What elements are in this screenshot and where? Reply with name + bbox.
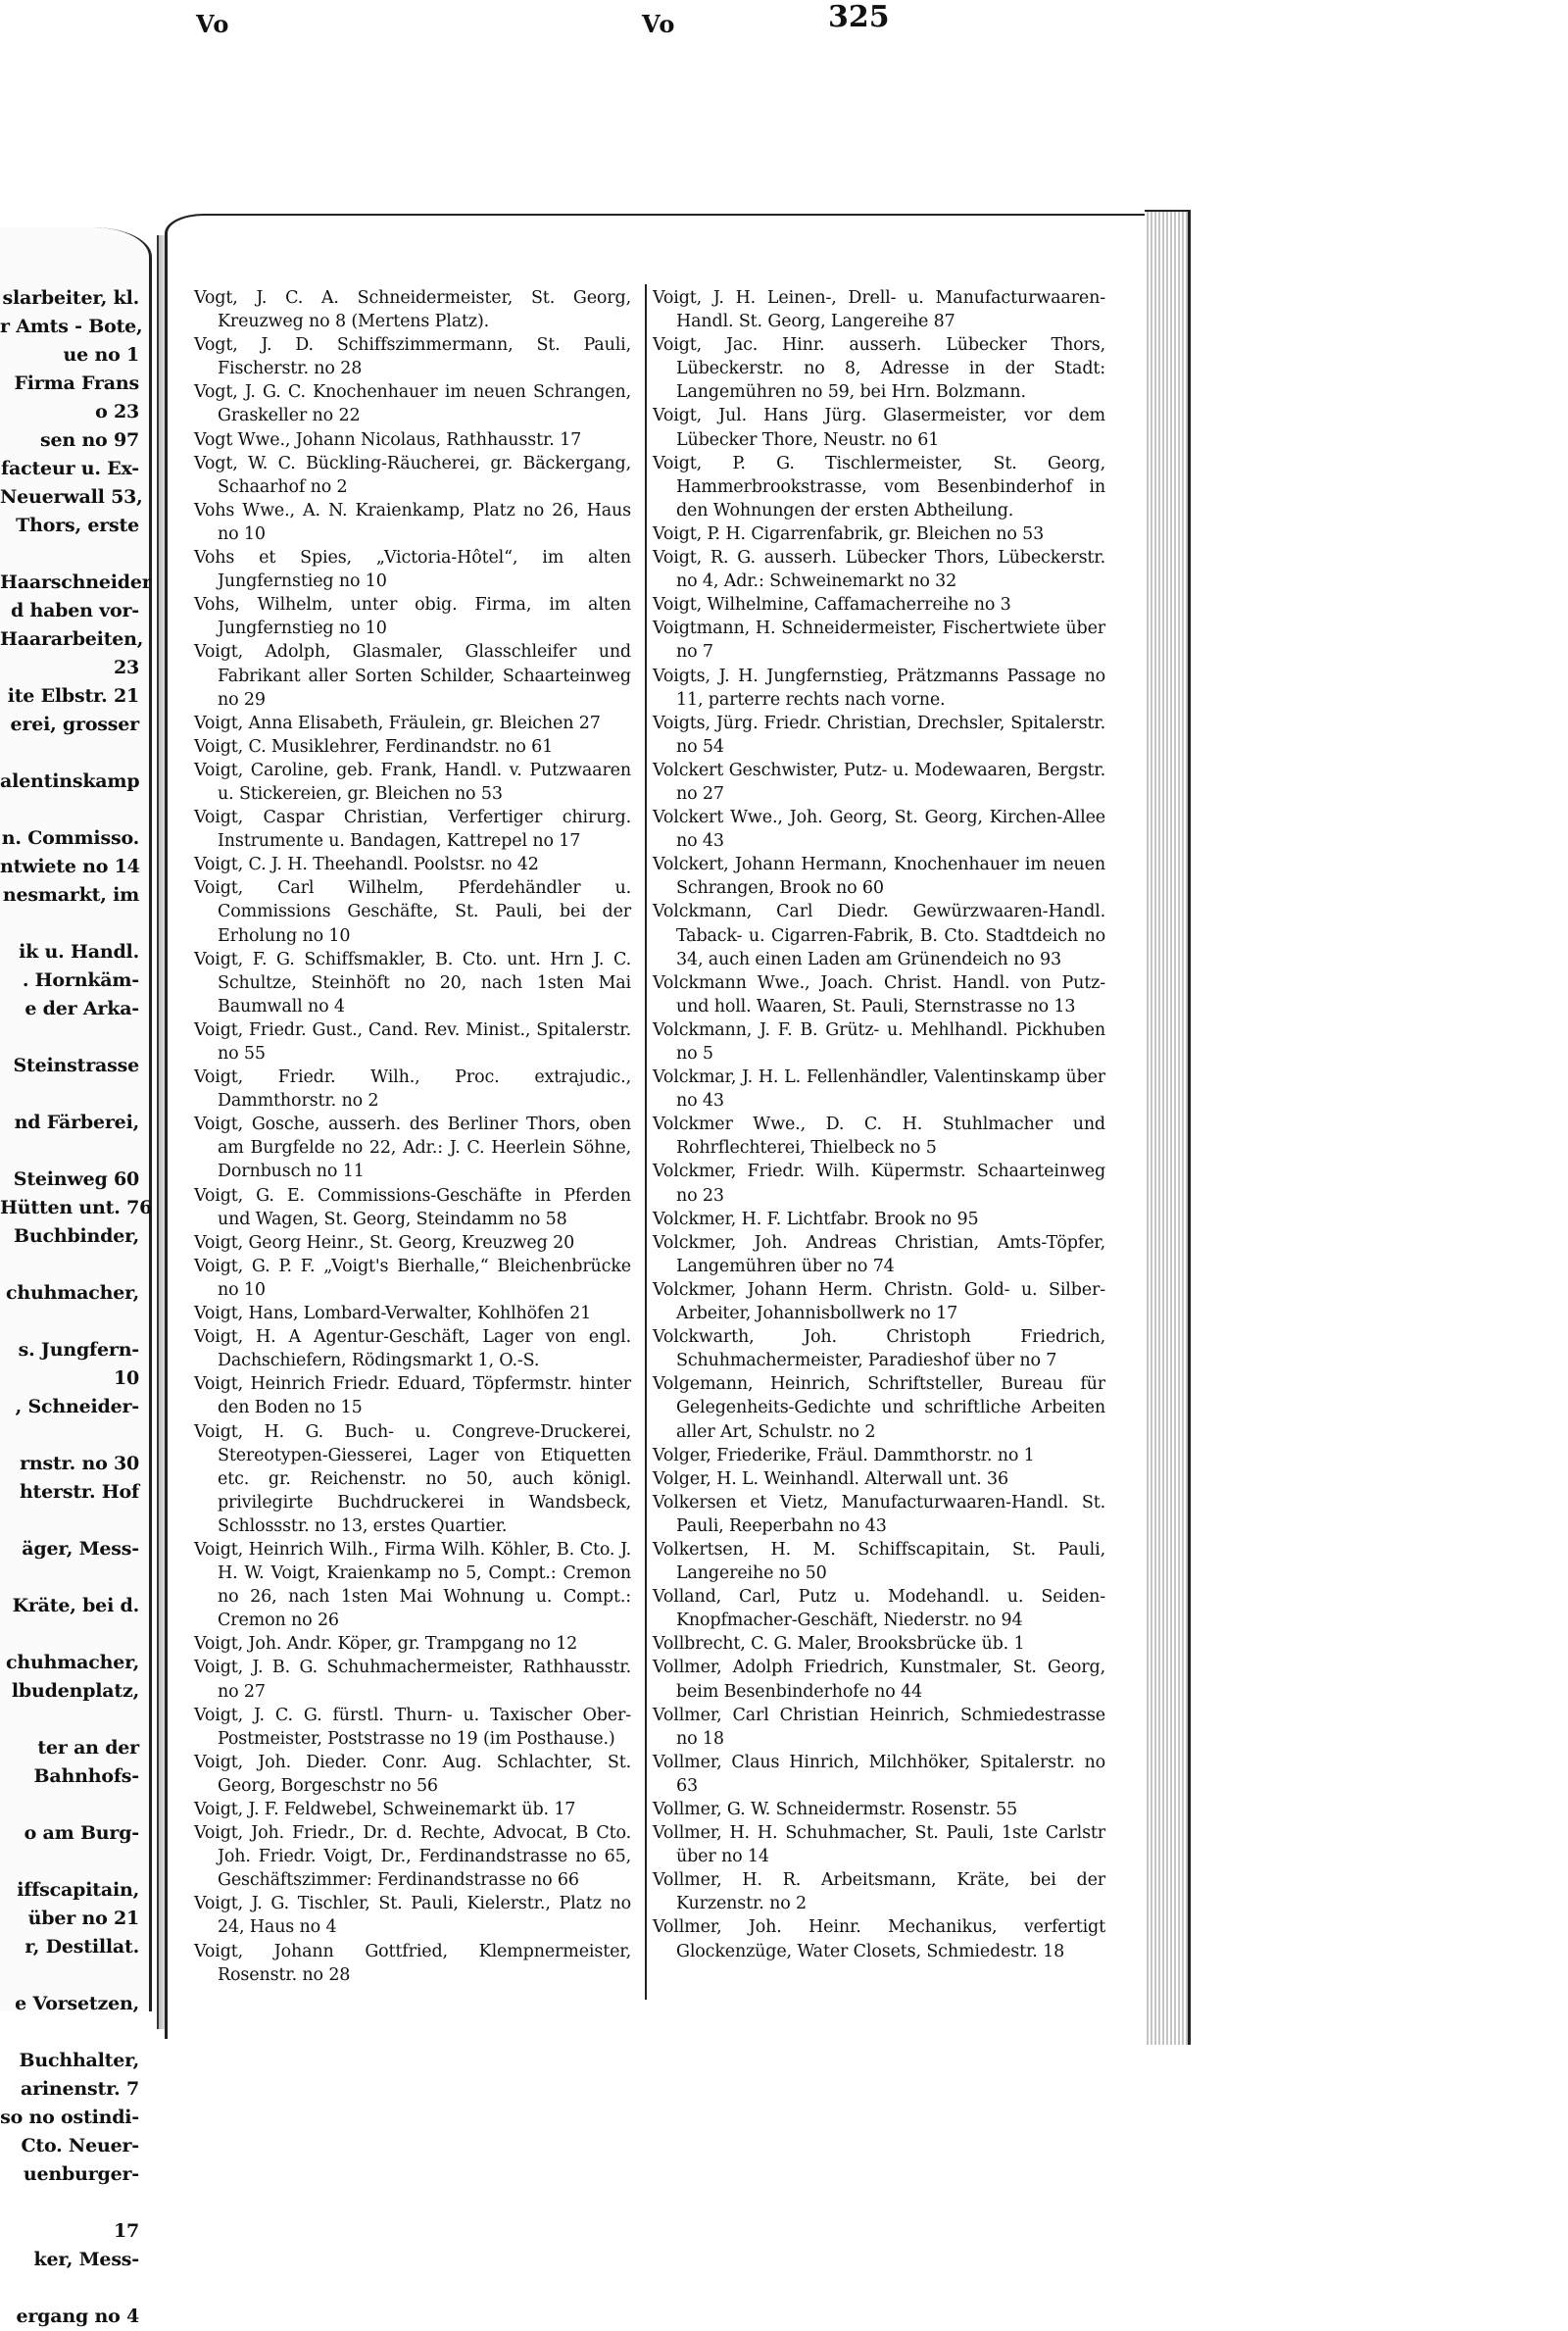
left-page-fragment-line <box>0 910 145 938</box>
directory-entry <box>653 333 1105 404</box>
left-page-fragment-line <box>0 1507 145 1535</box>
directory-entry-text: Vogt, J. D. Schiffszimmermann, St. Pauli, Fischerstr. no 28 <box>194 335 631 379</box>
directory-column-left <box>194 286 631 2002</box>
directory-entry <box>653 853 1105 900</box>
directory-entry-text: Voigt, Joh. Andr. Köper, gr. Trampgang no 12 <box>194 1634 578 1655</box>
directory-entry <box>194 806 631 853</box>
directory-entry-text: Volgemann, Heinrich, Schriftsteller, Bureau für Gelegenheits-Gedichte und schriftliche Arbeiten aller Art, Schulstr. no 2 <box>653 1374 1105 1442</box>
directory-entry <box>653 546 1105 593</box>
directory-entry <box>653 404 1105 451</box>
directory-entry-text: Voigt, Georg Heinr., St. Georg, Kreuzweg 20 <box>194 1232 575 1253</box>
left-page-fragment-line: so no ostindi- <box>0 2107 139 2128</box>
directory-entry <box>653 1704 1105 1751</box>
directory-entry-text: Voigt, J. C. G. fürstl. Thurn- u. Taxischer Ober-Postmeister, Poststrasse no 19 (im Posthause.) <box>194 1705 631 1749</box>
directory-entry-text: Voigts, J. H. Jungfernstieg, Prätzmanns Passage no 11, parterre rechts nach vorne. <box>653 666 1105 710</box>
left-page-fragment-line: , Schneider- <box>15 1396 139 1417</box>
directory-entry-text: Volckmer Wwe., D. C. H. Stuhlmacher und Rohrflechterei, Thielbeck no 5 <box>653 1115 1105 1159</box>
directory-entry <box>194 428 631 452</box>
directory-entry-text: Volckert Geschwister, Putz- u. Modewaaren, Bergstr. no 27 <box>653 760 1105 804</box>
page-number: 325 <box>828 0 890 34</box>
directory-entry <box>194 640 631 711</box>
directory-entry-text: Vohs Wwe., A. N. Kraienkamp, Platz no 26, Haus no 10 <box>194 500 631 544</box>
left-page-fragment-line: Firma Frans <box>14 372 139 394</box>
directory-entry <box>194 333 631 380</box>
directory-entry <box>653 665 1105 712</box>
directory-entry-text: Volland, Carl, Putz u. Modehandl. u. Seiden-Knopfmacher-Geschäft, Niederstr. no 94 <box>653 1587 1105 1631</box>
directory-entry <box>653 1325 1105 1372</box>
left-page-fragment-line <box>0 1961 145 1990</box>
directory-entry <box>194 1184 631 1231</box>
left-page-fragment-line: uenburger- <box>23 2163 139 2185</box>
left-page-fragment-line: Cto. Neuer- <box>21 2135 139 2157</box>
directory-entry-text: Volckmer, Friedr. Wilh. Küpermstr. Schaarteinweg no 23 <box>653 1162 1105 1206</box>
directory-entry-text: Voigt, Joh. Friedr., Dr. d. Rechte, Advocat, B Cto. Joh. Friedr. Voigt, Dr., Ferdinandstrasse no 65, Geschäftszimmer: Ferdinandstrasse no 66 <box>194 1823 631 1891</box>
left-page-fragment-line: ue no 1 <box>63 344 139 366</box>
directory-entry <box>653 1751 1105 1798</box>
directory-entry <box>194 1066 631 1113</box>
directory-entry <box>194 1113 631 1183</box>
directory-entry <box>653 1372 1105 1443</box>
directory-column-right <box>653 286 1105 2002</box>
directory-entry-text: Vollmer, Carl Christian Heinrich, Schmiedestrasse no 18 <box>653 1705 1105 1749</box>
left-page-fragment-line: ker, Mess- <box>33 2249 139 2270</box>
directory-entry <box>653 900 1105 970</box>
directory-entry-text: Volckmer, Joh. Andreas Christian, Amts-Töpfer, Langemühren über no 74 <box>653 1232 1105 1276</box>
left-page-fragment-line <box>0 1791 145 1819</box>
left-page-fragment-line: Thors, erste <box>16 515 139 536</box>
left-page-fragment-line: lbudenplatz, <box>11 1680 139 1702</box>
left-page-fragment-line: Buchbinder, <box>14 1225 139 1247</box>
left-page-fragment-line: über no 21 <box>27 1908 139 1929</box>
directory-entry-text: Voigt, Caroline, geb. Frank, Handl. v. Putzwaaren u. Stickereien, gr. Bleichen no 53 <box>194 760 631 804</box>
directory-entry <box>194 1632 631 1656</box>
directory-entry <box>194 1538 631 1632</box>
left-page-fragment-line: Neuerwall 53, <box>0 486 143 508</box>
directory-entry <box>653 1208 1105 1231</box>
directory-entry-text: Voigt, J. G. Tischler, St. Pauli, Kielerstr., Platz no 24, Haus no 4 <box>194 1894 631 1938</box>
directory-entry-text: Voigt, J. H. Leinen-, Drell- u. Manufacturwaaren-Handl. St. Georg, Langereihe 87 <box>653 288 1105 332</box>
directory-entry-text: Volger, Friederike, Fräul. Dammthorstr. no 1 <box>653 1445 1035 1465</box>
directory-entry-text: Vollmer, Claus Hinrich, Milchhöker, Spitalerstr. no 63 <box>653 1752 1105 1796</box>
left-page-fragment-line: chuhmacher, <box>6 1282 139 1304</box>
directory-entry-text: Vogt, W. C. Bückling-Räucherei, gr. Bäckergang, Schaarhof no 2 <box>194 453 631 497</box>
left-page-fragment-line <box>0 1308 145 1336</box>
directory-entry <box>653 1444 1105 1467</box>
directory-entry <box>653 1538 1105 1585</box>
left-page-fragment-line: alentinskamp <box>0 770 140 792</box>
directory-entry-text: Vogt, J. C. A. Schneidermeister, St. Georg, Kreuzweg no 8 (Mertens Platz). <box>194 288 631 332</box>
left-page-fragment-line: o am Burg- <box>24 1822 139 1844</box>
directory-entry <box>194 1751 631 1798</box>
directory-entry <box>653 1656 1105 1703</box>
directory-entry-text: Voigt, G. E. Commissions-Geschäfte in Pferden und Wagen, St. Georg, Steindamm no 58 <box>194 1185 631 1229</box>
left-page-fragment-line <box>0 2018 145 2047</box>
directory-entry <box>194 286 631 333</box>
directory-entry <box>194 1798 631 1821</box>
directory-entry <box>653 1066 1105 1113</box>
directory-entry-text: Voigt, Joh. Dieder. Conr. Aug. Schlachter, St. Georg, Borgeschstr no 56 <box>194 1752 631 1796</box>
directory-entry-text: Voigt, C. J. H. Theehandl. Poolstsr. no 42 <box>194 855 539 875</box>
directory-entry <box>653 1632 1105 1656</box>
left-page-fragment-line: r, Destillat. <box>24 1936 139 1958</box>
left-page-fragment-line: äger, Mess- <box>22 1538 139 1560</box>
left-page-fragment-line: erei, grosser <box>10 714 139 735</box>
left-page-fragment-line <box>0 540 145 569</box>
directory-entry-text: Volckmer, H. F. Lichtfabr. Brook no 95 <box>653 1209 979 1229</box>
directory-entry-text: Voigtmann, H. Schneidermeister, Fischertwiete über no 7 <box>653 619 1105 663</box>
left-page-fragment-line: . Hornkäm- <box>22 969 139 991</box>
left-page-fragment-line: nesmarkt, im <box>2 884 139 906</box>
left-page-fragment-line <box>0 1023 145 1052</box>
directory-entry-text: Volkertsen, H. M. Schiffscapitain, St. Pauli, Langereihe no 50 <box>653 1539 1105 1584</box>
directory-entry <box>653 1868 1105 1915</box>
directory-entry-text: Volckmer, Johann Herm. Christn. Gold- u. Silber-Arbeiter, Johannisbollwerk no 17 <box>653 1279 1105 1324</box>
directory-entry-text: Voigt, Friedr. Gust., Cand. Rev. Minist., Spitalerstr. no 55 <box>194 1019 631 1064</box>
left-page-fragment-line: slarbeiter, kl. <box>2 287 139 309</box>
directory-entry-text: Vollmer, Adolph Friedrich, Kunstmaler, St. Georg, beim Besenbinderhofe no 44 <box>653 1658 1105 1702</box>
directory-entry-text: Volkersen et Vietz, Manufacturwaaren-Handl. St. Pauli, Reeperbahn no 43 <box>653 1492 1105 1536</box>
directory-entry <box>653 617 1105 664</box>
directory-entry <box>653 1018 1105 1066</box>
directory-entry <box>194 1231 631 1255</box>
directory-entry-text: Vogt, J. G. C. Knochenhauer im neuen Schrangen, Graskeller no 22 <box>194 382 631 426</box>
directory-entry <box>194 593 631 640</box>
directory-entry <box>194 1940 631 1987</box>
directory-entry-text: Voigt, J. B. G. Schuhmachermeister, Rathhausstr. no 27 <box>194 1658 631 1702</box>
directory-entry-text: Volckert Wwe., Joh. Georg, St. Georg, Kirchen-Allee no 43 <box>653 808 1105 852</box>
directory-entry-text: Vollmer, H. H. Schuhmacher, St. Pauli, 1ste Carlstr über no 14 <box>653 1823 1105 1867</box>
left-page-fragment-line: r Amts - Bote, <box>0 316 143 337</box>
directory-entry-text: Volckmann, J. F. B. Grütz- u. Mehlhandl. Pickhuben no 5 <box>653 1019 1105 1064</box>
left-page-fragment-line: Steinweg 60 <box>13 1168 139 1190</box>
directory-entry-text: Voigt, G. P. F. „Voigt's Bierhalle,“ Bleichenbrücke no 10 <box>194 1256 631 1300</box>
left-page-fragment-line <box>0 1848 145 1876</box>
left-page-fragment-line: 17 <box>113 2220 139 2242</box>
column-divider <box>645 284 647 2000</box>
directory-entry <box>653 452 1105 522</box>
directory-entry <box>653 806 1105 853</box>
directory-entry-text: Voigt, F. G. Schiffsmakler, B. Cto. unt. Hrn J. C. Schultze, Steinhöft no 20, nach 1sten Mai Baumwall no 4 <box>194 949 631 1017</box>
directory-entry <box>653 1585 1105 1632</box>
left-page-fragment-line: 10 <box>113 1367 139 1389</box>
directory-entry-text: Voigt, Gosche, ausserh. des Berliner Thors, oben am Burgfelde no 22, Adr.: J. C. Heerlein Söhne, Dornbusch no 11 <box>194 1115 631 1182</box>
running-head-right: Vo <box>642 10 676 38</box>
left-page-fragment-line: facteur u. Ex- <box>1 458 139 479</box>
left-page-fragment-line <box>0 1563 145 1592</box>
directory-entry-text: Volckmann Wwe., Joach. Christ. Handl. von Putz- und holl. Waaren, St. Pauli, Sternstrasse no 13 <box>653 972 1105 1017</box>
directory-entry <box>194 380 631 427</box>
directory-entry-text: Voigt, Adolph, Glasmaler, Glasschleifer und Fabrikant aller Sorten Schilder, Schaarteinweg no 29 <box>194 642 631 710</box>
directory-entry-text: Vohs, Wilhelm, unter obig. Firma, im alten Jungfernstieg no 10 <box>194 595 631 639</box>
directory-entry <box>653 593 1105 617</box>
directory-entry <box>653 712 1105 759</box>
left-page-fragment-line: ntwiete no 14 <box>0 856 140 877</box>
left-page-fragment-line: d haben vor- <box>10 600 139 621</box>
directory-entry <box>653 1231 1105 1278</box>
left-page-fragment-line: chuhmacher, <box>6 1652 139 1673</box>
left-page-fragment-line <box>0 1421 145 1450</box>
directory-entry-text: Volckmann, Carl Diedr. Gewürzwaaren-Handl. Taback- u. Cigarren-Fabrik, B. Cto. Stadtdeich no 34, auch einen Laden am Grünendeich no 93 <box>653 902 1105 969</box>
left-page-fragment-line <box>0 1251 145 1279</box>
left-page-fragment-line: e der Arka- <box>24 998 139 1019</box>
directory-entry-text: Voigt, P. H. Cigarrenfabrik, gr. Bleichen no 53 <box>653 523 1045 544</box>
directory-entry <box>653 1821 1105 1868</box>
directory-entry <box>194 876 631 947</box>
directory-entry-text: Voigt, Caspar Christian, Verfertiger chirurg. Instrumente u. Bandagen, Kattrepel no 17 <box>194 808 631 852</box>
left-page-fragment <box>0 227 153 2327</box>
directory-entry-text: Voigt, Hans, Lombard-Verwalter, Kohlhöfen 21 <box>194 1304 592 1324</box>
directory-entry-text: Volger, H. L. Weinhandl. Alterwall unt. 36 <box>653 1468 1008 1489</box>
directory-entry <box>194 759 631 806</box>
directory-entry <box>194 1325 631 1372</box>
left-page-fragment-line: ergang no 4 <box>16 2306 139 2327</box>
directory-entry <box>194 1656 631 1703</box>
left-page-fragment-line: Buchhalter, <box>19 2050 139 2071</box>
left-page-fragment-line: arinenstr. 7 <box>20 2078 139 2100</box>
directory-entry <box>653 759 1105 806</box>
directory-entry-text: Volckwarth, Joh. Christoph Friedrich, Schuhmachermeister, Paradieshof über no 7 <box>653 1327 1105 1371</box>
directory-entry <box>194 1018 631 1066</box>
left-page-fragment-line <box>0 796 145 824</box>
left-page-fragment-line <box>0 2189 145 2217</box>
left-page-fragment-line: s. Jungfern- <box>18 1339 139 1361</box>
directory-entry-text: Voigt, Carl Wilhelm, Pferdehändler u. Commissions Geschäfte, St. Pauli, bei der Erholung no 10 <box>194 878 631 946</box>
directory-entry <box>194 499 631 546</box>
left-page-fragment-line: hterstr. Hof <box>19 1481 139 1503</box>
directory-entry-text: Voigt, Wilhelmine, Caffamacherreihe no 3 <box>653 595 1011 616</box>
directory-entry <box>653 1798 1105 1821</box>
directory-entry-text: Vohs et Spies, „Victoria-Hôtel“, im alten Jungfernstieg no 10 <box>194 548 631 592</box>
left-page-fragment-line: ite Elbstr. 21 <box>7 685 139 707</box>
directory-entry-text: Voigt, Heinrich Friedr. Eduard, Töpfermstr. hinter den Boden no 15 <box>194 1374 631 1418</box>
left-page-fragment-line <box>0 1620 145 1649</box>
directory-entry <box>194 948 631 1018</box>
directory-entry <box>653 1491 1105 1538</box>
running-head-left: Vo <box>196 10 230 38</box>
directory-entry <box>653 1160 1105 1207</box>
directory-entry-text: Voigt, H. A Agentur-Geschäft, Lager von engl. Dachschiefern, Rödingsmarkt 1, O.-S. <box>194 1327 631 1371</box>
left-page-fragment-line: rnstr. no 30 <box>20 1453 139 1474</box>
directory-entry-text: Voigt, Anna Elisabeth, Fräulein, gr. Bleichen 27 <box>194 713 601 733</box>
left-page-fragment-line: Bahnhofs- <box>33 1765 139 1787</box>
left-page-fragment-line <box>0 1137 145 1166</box>
directory-entry-text: Voigt, Jul. Hans Jürg. Glasermeister, vor dem Lübecker Thore, Neustr. no 61 <box>653 406 1105 450</box>
left-page-fragment-line: o 23 <box>95 401 139 422</box>
directory-entry <box>194 1704 631 1751</box>
left-page-fragment-line: ik u. Handl. <box>19 941 139 963</box>
left-page-fragment-line: nd Färberei, <box>14 1112 139 1133</box>
left-page-fragment-line: Haarschneider <box>0 571 152 593</box>
left-page-fragment-line: Hütten unt. 76 <box>0 1197 153 1218</box>
left-page-fragment-line <box>0 1080 145 1109</box>
directory-entry <box>194 1372 631 1419</box>
directory-entry <box>194 853 631 876</box>
directory-entry-text: Volckmar, J. H. L. Fellenhändler, Valentinskamp über no 43 <box>653 1067 1105 1112</box>
directory-entry <box>653 1467 1105 1491</box>
page-edges <box>1145 210 1191 2045</box>
left-page-fragment-line: n. Commisso. <box>1 827 139 849</box>
directory-entry-text: Vollmer, Joh. Heinr. Mechanikus, verfertigt Glockenzüge, Water Closets, Schmiedestr. 18 <box>653 1917 1105 1961</box>
left-page-fragment-line <box>0 2274 145 2303</box>
directory-entry-text: Voigt, H. G. Buch- u. Congreve-Druckerei, Stereotypen-Giesserei, Lager von Etiquetten etc. gr. Reichenstr. no 50, auch königl. privilegirte Buchdruckerei in Wandsbeck, Schlossstr. no 13, erstes Quartier. <box>194 1421 631 1536</box>
directory-entry <box>194 1255 631 1302</box>
left-page-fragment-line: e Vorsetzen, <box>15 1993 139 2014</box>
directory-entry-text: Vollmer, G. W. Schneidermstr. Rosenstr. 55 <box>653 1800 1018 1819</box>
directory-entry <box>194 1302 631 1325</box>
directory-entry-text: Vogt Wwe., Johann Nicolaus, Rathhausstr. 17 <box>194 429 582 450</box>
directory-entry-text: Voigt, C. Musiklehrer, Ferdinandstr. no 61 <box>194 736 554 757</box>
left-page-fragment-line: 23 <box>113 657 139 678</box>
directory-entry-text: Volckert, Johann Hermann, Knochenhauer im neuen Schrangen, Brook no 60 <box>653 855 1105 899</box>
directory-entry-text: Voigt, J. F. Feldwebel, Schweinemarkt üb. 17 <box>194 1800 576 1819</box>
directory-entry <box>653 522 1105 546</box>
left-page-fragment-line: Kräte, bei d. <box>12 1595 139 1616</box>
left-page-text <box>0 284 153 2331</box>
directory-entry <box>653 1113 1105 1160</box>
directory-entry <box>194 1892 631 1939</box>
left-page-fragment-line <box>0 1706 145 1734</box>
directory-entry-text: Voigt, P. G. Tischlermeister, St. Georg, Hammerbrookstrasse, vom Besenbinderhof in den Wohnungen der ersten Abtheilung. <box>653 453 1105 521</box>
directory-entry <box>653 971 1105 1018</box>
directory-entry <box>653 286 1105 333</box>
left-page-fragment-line: Steinstrasse <box>13 1055 139 1076</box>
directory-entry-text: Voigt, Johann Gottfried, Klempnermeister, Rosenstr. no 28 <box>194 1941 631 1985</box>
left-page-fragment-line: ter an der <box>37 1737 139 1759</box>
directory-entry-text: Voigt, Jac. Hinr. ausserh. Lübecker Thors, Lübeckerstr. no 8, Adresse in der Stadt: Langemühren no 59, bei Hrn. Bolzmann. <box>653 335 1105 403</box>
directory-entry <box>653 1278 1105 1325</box>
directory-entry-text: Vollbrecht, C. G. Maler, Brooksbrücke üb. 1 <box>653 1634 1025 1655</box>
directory-entry <box>194 1821 631 1892</box>
directory-entry <box>194 452 631 499</box>
directory-entry <box>194 712 631 735</box>
left-page-fragment-line <box>0 739 145 768</box>
left-page-fragment-line: Haararbeiten, <box>0 628 144 650</box>
directory-entry-text: Vollmer, H. R. Arbeitsmann, Kräte, bei der Kurzenstr. no 2 <box>653 1870 1105 1914</box>
left-page-fragment-line: iffscapitain, <box>17 1879 139 1901</box>
directory-entry-text: Voigt, R. G. ausserh. Lübecker Thors, Lübeckerstr. no 4, Adr.: Schweinemarkt no 32 <box>653 548 1105 592</box>
left-page-fragment-line: sen no 97 <box>40 429 139 451</box>
directory-entry-text: Voigt, Friedr. Wilh., Proc. extrajudic., Dammthorstr. no 2 <box>194 1067 631 1112</box>
directory-entry <box>194 735 631 759</box>
directory-entry <box>194 546 631 593</box>
directory-entry-text: Voigts, Jürg. Friedr. Christian, Drechsler, Spitalerstr. no 54 <box>653 713 1105 757</box>
directory-entry <box>194 1420 631 1538</box>
directory-entry-text: Voigt, Heinrich Wilh., Firma Wilh. Köhler, B. Cto. J. H. W. Voigt, Kraienkamp no 5, Compt.: Cremon no 26, nach 1sten Mai Wohnung u. Compt.: Cremon no 26 <box>194 1539 631 1631</box>
directory-entry <box>653 1915 1105 1962</box>
